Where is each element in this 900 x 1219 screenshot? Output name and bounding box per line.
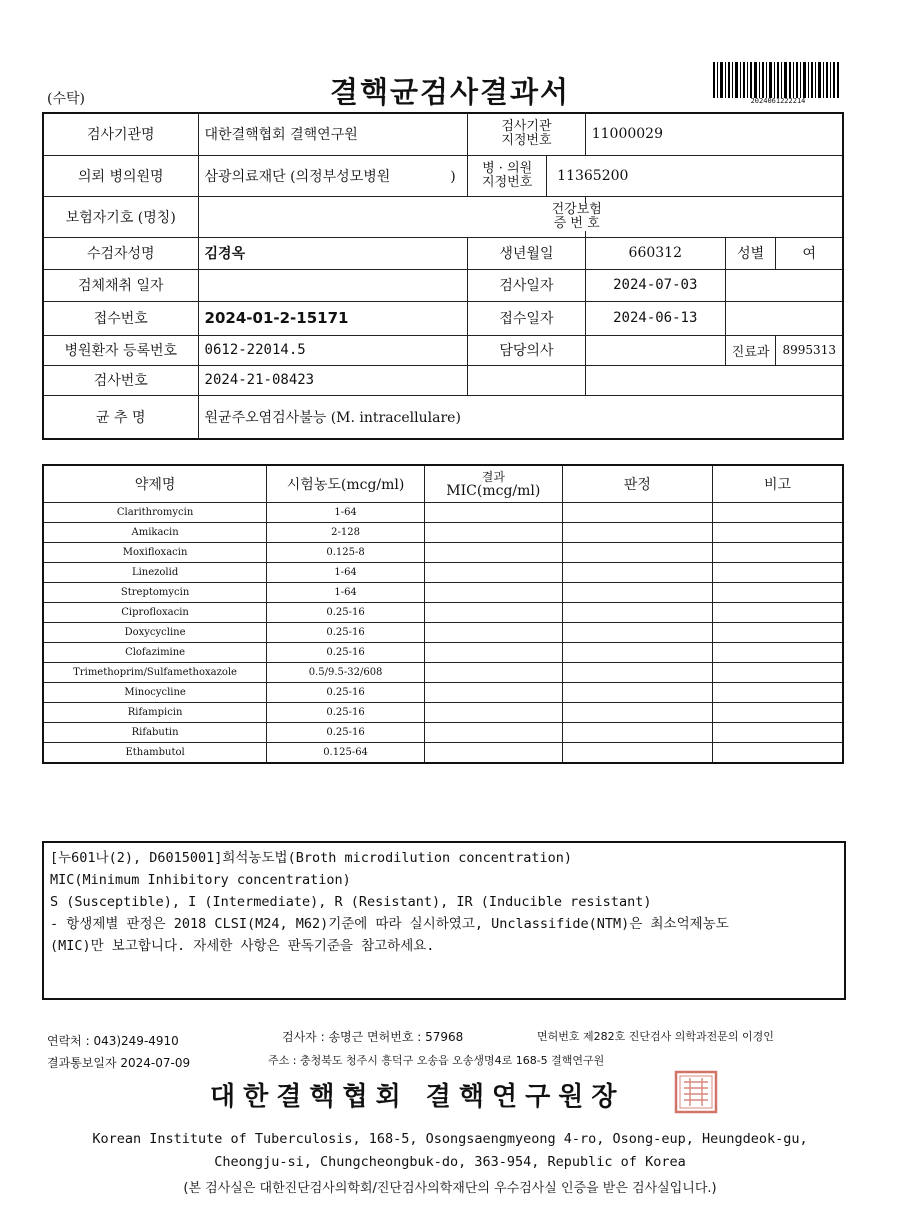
judgement-cell — [562, 703, 712, 723]
hospital-label: 의뢰 병의원명 — [43, 155, 198, 196]
sex-value: 여 — [776, 237, 843, 269]
insurer-value — [198, 196, 585, 237]
judgement-cell — [562, 523, 712, 543]
drug-rows — [43, 503, 843, 764]
drug-row — [43, 703, 843, 723]
notes-box — [42, 841, 846, 1000]
dept-value: 8995313 — [776, 335, 843, 365]
test-range-cell: 2-128 — [267, 523, 425, 543]
mic-result-cell — [424, 643, 562, 663]
drug-susceptibility-table — [42, 464, 844, 764]
mic-result-cell — [424, 743, 562, 764]
drug-name-cell: Streptomycin — [43, 583, 267, 603]
lab-code-label: 검사기관 지정번호 — [468, 113, 586, 155]
judgement-cell — [562, 623, 712, 643]
mic-result-cell — [424, 583, 562, 603]
test-range-cell: 0.5/9.5-32/608 — [267, 663, 425, 683]
remark-cell — [713, 743, 843, 764]
test-no-value: 2024-21-08423 — [198, 365, 468, 395]
header-range: 시험농도(mcg/ml) — [267, 465, 425, 503]
remark-cell — [713, 503, 843, 523]
remark-cell — [713, 623, 843, 643]
drug-row — [43, 523, 843, 543]
judgement-cell — [562, 723, 712, 743]
remark-cell — [713, 583, 843, 603]
receipt-date-label: 접수일자 — [468, 301, 586, 335]
organization-name: 대한결핵협회 결핵연구원장 — [210, 1082, 625, 1112]
mic-result-cell — [424, 603, 562, 623]
drug-name-cell: Moxifloxacin — [43, 543, 267, 563]
remark-cell — [713, 563, 843, 583]
drug-name-cell: Linezolid — [43, 563, 267, 583]
drug-row — [43, 643, 843, 663]
barcode-icon — [713, 58, 839, 102]
doctor-label: 담당의사 — [468, 335, 586, 365]
drug-name-cell: Rifampicin — [43, 703, 267, 723]
drug-row — [43, 563, 843, 583]
note-line: S (Susceptible), I (Intermediate), R (Resistant), IR (Inducible resistant) — [50, 894, 652, 910]
drug-row — [43, 663, 843, 683]
dept-label: 진료과 — [725, 335, 776, 365]
drug-row — [43, 623, 843, 643]
insurance-no-label: 건강보험 증 번 호 — [542, 203, 612, 231]
drug-row — [43, 603, 843, 623]
collect-date-label: 검체채취 일자 — [43, 269, 198, 301]
drug-name-cell: Trimethoprim/Sulfamethoxazole — [43, 663, 267, 683]
birth-label: 생년월일 — [468, 237, 586, 269]
request-type-tag: (수탁) — [47, 91, 85, 107]
test-range-cell: 1-64 — [267, 583, 425, 603]
document-title: 결핵균검사결과서 — [329, 75, 571, 109]
receipt-no-label: 접수번호 — [43, 301, 198, 335]
note-line: (MIC)만 보고합니다. 자세한 사항은 판독기준을 참고하세요. — [50, 938, 435, 954]
sex-label: 성별 — [725, 237, 776, 269]
mic-result-cell — [424, 543, 562, 563]
mic-result-cell — [424, 623, 562, 643]
test-range-cell: 0.125-64 — [267, 743, 425, 764]
mic-result-cell — [424, 703, 562, 723]
mic-result-cell — [424, 723, 562, 743]
remark-cell — [713, 703, 843, 723]
note-line: - 항생제별 판정은 2018 CLSI(M24, M62)기준에 따라 실시하였고, Unclassifide(NTM)은 최소억제농도 — [50, 916, 729, 932]
drug-name-cell: Clofazimine — [43, 643, 267, 663]
judgement-cell — [562, 583, 712, 603]
test-range-cell: 0.125-8 — [267, 543, 425, 563]
judgement-cell — [562, 543, 712, 563]
drug-row — [43, 683, 843, 703]
hospital-value: 삼광의료재단 (의정부성모병원 ) — [198, 155, 468, 196]
drug-name-cell: Clarithromycin — [43, 503, 267, 523]
header-drug: 약제명 — [43, 465, 267, 503]
drug-row — [43, 543, 843, 563]
license-note: 면허번호 제282호 진단검사 의학과전문의 이경인 — [537, 1030, 774, 1043]
examiner-info: 검사자 : 송명근 면허번호 : 57968 — [282, 1030, 464, 1044]
doctor-value — [585, 335, 725, 365]
collect-date-value — [198, 269, 468, 301]
patient-name-label: 수검자성명 — [43, 237, 198, 269]
species-value: 원균주오염검사불능 (M. intracellulare) — [198, 395, 843, 439]
mic-result-cell — [424, 523, 562, 543]
receipt-no-value: 2024-01-2-15171 — [198, 301, 468, 335]
note-line: [누601나(2), D6015001]희석농도법(Broth microdilution concentration) — [50, 850, 573, 866]
hospital-code-cell — [468, 155, 843, 196]
mic-result-cell — [424, 663, 562, 683]
hospital-code-value: 11365200 — [557, 167, 629, 184]
judgement-cell — [562, 603, 712, 623]
remark-cell — [713, 663, 843, 683]
drug-name-cell: Ciprofloxacin — [43, 603, 267, 623]
report-date: 결과통보일자 2024-07-09 — [47, 1056, 191, 1070]
official-seal-icon — [674, 1070, 718, 1114]
lab-name-label: 검사기관명 — [43, 113, 198, 155]
judgement-cell — [562, 503, 712, 523]
header-result: 결과 MIC(mcg/ml) — [424, 465, 562, 503]
drug-row — [43, 723, 843, 743]
drug-row — [43, 743, 843, 764]
header-judgement: 판정 — [562, 465, 712, 503]
judgement-cell — [562, 683, 712, 703]
lab-code-value: 11000029 — [585, 113, 843, 155]
remark-cell — [713, 543, 843, 563]
address: 주소 : 충청북도 청주시 흥덕구 오송읍 오송생명4로 168-5 결핵연구원 — [268, 1054, 605, 1067]
drug-name-cell: Doxycycline — [43, 623, 267, 643]
test-date-label: 검사일자 — [468, 269, 586, 301]
patient-reg-label: 병원환자 등록번호 — [43, 335, 198, 365]
test-range-cell: 0.25-16 — [267, 643, 425, 663]
judgement-cell — [562, 743, 712, 764]
drug-name-cell: Amikacin — [43, 523, 267, 543]
drug-name-cell: Rifabutin — [43, 723, 267, 743]
english-address-line1: Korean Institute of Tuberculosis, 168-5, Osongsaengmyeong 4-ro, Osong-eup, Heungdeok-gu, — [92, 1131, 808, 1147]
drug-name-cell: Ethambutol — [43, 743, 267, 764]
lab-name-value: 대한결핵협회 결핵연구원 — [198, 113, 468, 155]
patient-reg-value: 0612-22014.5 — [198, 335, 468, 365]
insurance-no-cell — [551, 196, 843, 237]
patient-name-value: 김경옥 — [198, 237, 468, 269]
judgement-cell — [562, 563, 712, 583]
remark-cell — [713, 683, 843, 703]
drug-row — [43, 583, 843, 603]
hospital-code-label: 병 · 의원 지정번호 — [482, 160, 533, 190]
test-range-cell: 0.25-16 — [267, 723, 425, 743]
mic-result-cell — [424, 683, 562, 703]
certification-note: (본 검사실은 대한진단검사의학회/진단검사의학재단의 우수검사실 인증을 받은 검사실입니다.) — [183, 1181, 717, 1196]
birth-value: 660312 — [585, 237, 725, 269]
insurer-label: 보험자기호 (명칭) — [43, 196, 198, 237]
test-range-cell: 0.25-16 — [267, 623, 425, 643]
receipt-date-value: 2024-06-13 — [585, 301, 725, 335]
barcode-number: 2024061222214 — [750, 97, 806, 105]
contact-phone: 연락처 : 043)249-4910 — [47, 1034, 179, 1048]
drug-name-cell: Minocycline — [43, 683, 267, 703]
remark-cell — [713, 643, 843, 663]
mic-result-cell — [424, 563, 562, 583]
test-range-cell: 0.25-16 — [267, 603, 425, 623]
remark-cell — [713, 523, 843, 543]
test-date-value: 2024-07-03 — [585, 269, 725, 301]
test-range-cell: 0.25-16 — [267, 703, 425, 723]
remark-cell — [713, 723, 843, 743]
mic-result-cell — [424, 503, 562, 523]
species-label: 균 추 명 — [43, 395, 198, 439]
drug-row — [43, 503, 843, 523]
test-range-cell: 1-64 — [267, 503, 425, 523]
judgement-cell — [562, 663, 712, 683]
test-no-label: 검사번호 — [43, 365, 198, 395]
patient-info-table — [42, 112, 844, 440]
test-range-cell: 0.25-16 — [267, 683, 425, 703]
english-address-line2: Cheongju-si, Chungcheongbuk-do, 363-954, Republic of Korea — [214, 1154, 686, 1170]
judgement-cell — [562, 643, 712, 663]
header-remark: 비고 — [713, 465, 843, 503]
test-range-cell: 1-64 — [267, 563, 425, 583]
note-line: MIC(Minimum Inhibitory concentration) — [50, 872, 351, 888]
remark-cell — [713, 603, 843, 623]
